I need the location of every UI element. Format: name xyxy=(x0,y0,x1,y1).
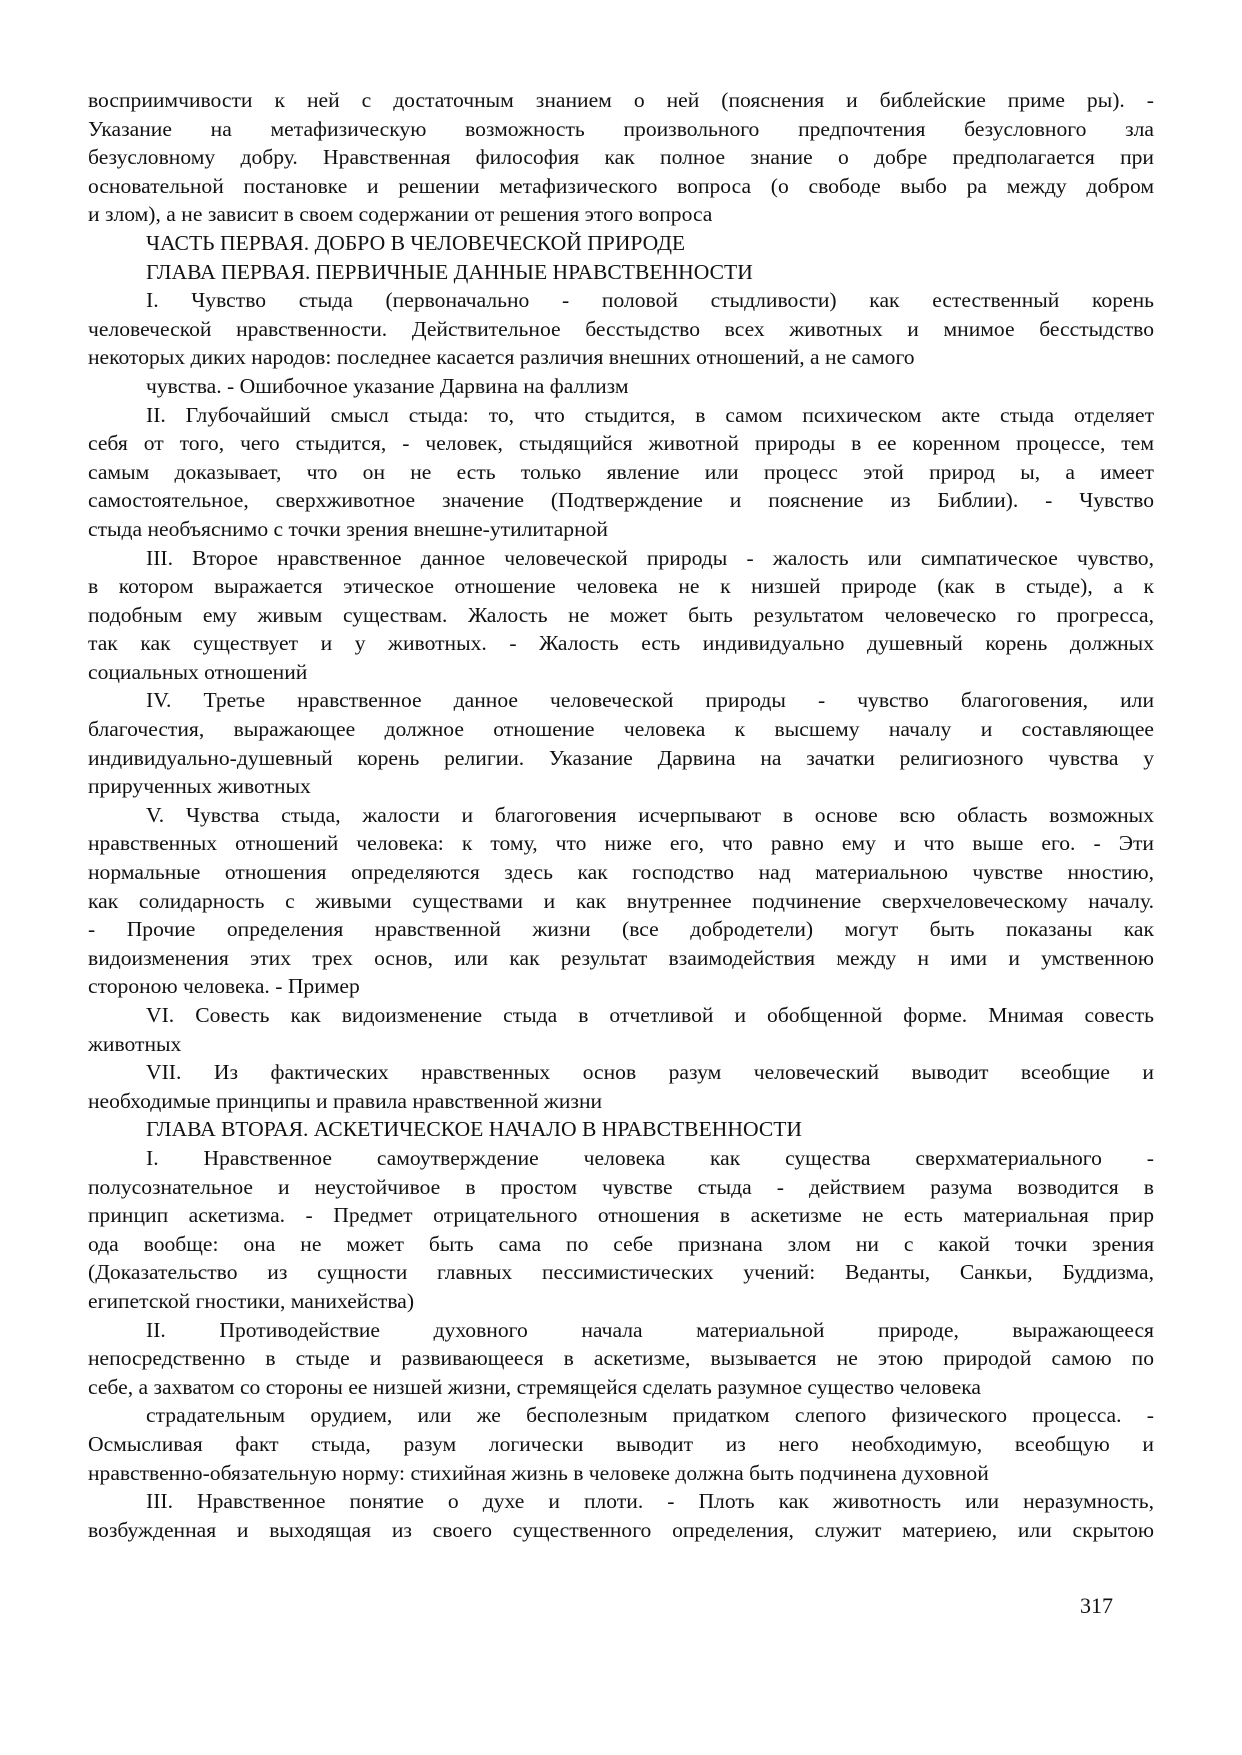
text-line: II. Глубочайший смысл стыда: то, что стыдится, в самом психическом акте стыда отделяет xyxy=(146,402,1154,427)
text-line: чувства. - Ошибочное указание Дарвина на фаллизм xyxy=(146,373,629,398)
text-line: в котором выражается этическое отношение человека не к низшей природе (как в стыде), а к xyxy=(88,574,1154,599)
text-line: ГЛАВА ВТОРАЯ. АСКЕТИЧЕСКОЕ НАЧАЛО В НРАВСТВЕННОСТИ xyxy=(146,1117,803,1142)
text-line: полусознательное и неустойчивое в простом чувстве стыда - действием разума возводится в xyxy=(88,1174,1154,1199)
text-line: непосредственно в стыде и развивающееся в аскетизме, вызывается не этою природой самою по xyxy=(88,1346,1154,1371)
text-line: V. Чувства стыда, жалости и благоговения исчерпывают в основе всю область возможных xyxy=(146,802,1154,827)
text-line: необходимые принципы и правила нравственной жизни xyxy=(88,1088,603,1113)
text-line: самым доказывает, что он не есть только явление или процесс этой природ ы, а имеет xyxy=(88,459,1154,484)
text-line: индивидуально-душевный корень религии. Указание Дарвина на зачатки религиозного чувства у xyxy=(88,745,1154,770)
text-line: безусловному добру. Нравственная философия как полное знание о добре предполагается при xyxy=(88,145,1154,170)
text-line: III. Нравственное понятие о духе и плоти. - Плоть как животность или неразумность, xyxy=(146,1489,1154,1514)
page-number: 317 xyxy=(1080,1593,1113,1618)
text-line: как солидарность с живыми существами и как внутреннее подчинение сверхчеловеческому началу. xyxy=(88,888,1154,913)
text-line: II. Противодействие духовного начала материальной природе, выражающееся xyxy=(146,1317,1154,1342)
text-line: III. Второе нравственное данное человеческой природы - жалость или симпатическое чувство, xyxy=(146,545,1154,570)
text-line: страдательным орудием, или же бесполезным придатком слепого физического процесса. - xyxy=(146,1403,1154,1428)
text-line: прирученных животных xyxy=(88,774,311,799)
text-line: ЧАСТЬ ПЕРВАЯ. ДОБРО В ЧЕЛОВЕЧЕСКОЙ ПРИРОДЕ xyxy=(146,230,686,255)
text-line: стыда необъяснимо с точки зрения внешне-утилитарной xyxy=(88,516,608,541)
text-line: нормальные отношения определяются здесь как господство над материальною чувстве нностию, xyxy=(88,860,1154,885)
text-line: человеческой нравственности. Действительное бесстыдство всех животных и мнимое бесстыдство xyxy=(88,316,1154,341)
text-line: принцип аскетизма. - Предмет отрицательного отношения в аскетизме не есть материальная прир xyxy=(88,1203,1154,1228)
text-line: стороною человека. - Пример xyxy=(88,974,360,999)
text-line: восприимчивости к ней с достаточным знанием о ней (пояснения и библейские приме ры). - xyxy=(88,88,1154,112)
text-line: египетской гностики, манихейства) xyxy=(88,1288,415,1313)
text-line: IV. Третье нравственное данное человеческой природы - чувство благоговения, или xyxy=(146,688,1154,713)
text-line: и злом), а не зависит в своем содержании от решения этого вопроса xyxy=(88,202,713,227)
document-body xyxy=(88,86,1154,1544)
text-line: животных xyxy=(88,1031,182,1056)
text-line: VI. Совесть как видоизменение стыда в отчетливой и обобщенной форме. Мнимая совесть xyxy=(146,1003,1154,1027)
text-line: нравственно-обязательную норму: стихийная жизнь в человеке должна быть подчинена духовной xyxy=(88,1460,989,1485)
text-line: благочестия, выражающее должное отношение человека к высшему началу и составляющее xyxy=(88,717,1154,742)
text-line: возбужденная и выходящая из своего существенного определения, служит материею, или скрытою xyxy=(88,1517,1154,1542)
text-line: I. Нравственное самоутверждение человека как существа сверхматериального - xyxy=(146,1145,1154,1170)
text-line: себя от того, чего стыдится, - человек, стыдящийся животной природы в ее коренном процессе, тем xyxy=(88,431,1154,456)
text-line: видоизменения этих трех основ, или как результат взаимодействия между н ими и умственною xyxy=(88,945,1154,970)
text-line: ГЛАВА ПЕРВАЯ. ПЕРВИЧНЫЕ ДАННЫЕ НРАВСТВЕННОСТИ xyxy=(146,259,753,284)
text-line: нравственных отношений человека: к тому, что ниже его, что равно ему и что выше его. - Эти xyxy=(88,831,1154,856)
text-line: Указание на метафизическую возможность произвольного предпочтения безусловного зла xyxy=(88,116,1154,141)
text-line: подобным ему живым существам. Жалость не может быть результатом человеческо го прогресса, xyxy=(88,602,1154,627)
text-line: себе, а захватом со стороны ее низшей жизни, стремящейся сделать разумное существо человека xyxy=(88,1374,981,1399)
text-line: - Прочие определения нравственной жизни (все добродетели) могут быть показаны как xyxy=(88,917,1154,942)
text-line: основательной постановке и решении метафизического вопроса (о свободе выбо ра между добром xyxy=(88,173,1154,198)
text-line: ода вообще: она не может быть сама по себе признана злом ни с какой точки зрения xyxy=(88,1231,1154,1256)
text-line: самостоятельное, сверхживотное значение (Подтверждение и пояснение из Библии). - Чувство xyxy=(88,488,1154,513)
text-line: так как существует и у животных. - Жалость есть индивидуально душевный корень должных xyxy=(88,631,1154,656)
text-line: I. Чувство стыда (первоначально - половой стыдливости) как естественный корень xyxy=(146,288,1154,313)
text-line: социальных отношений xyxy=(88,659,308,684)
text-line: (Доказательство из сущности главных пессимистических учений: Веданты, Санкьи, Буддизма, xyxy=(88,1260,1154,1285)
text-line: некоторых диких народов: последнее касается различия внешних отношений, а не самого xyxy=(88,345,915,370)
text-line: Осмысливая факт стыда, разум логически выводит из него необходимую, всеобщую и xyxy=(88,1431,1154,1456)
text-line: VII. Из фактических нравственных основ разум человеческий выводит всеобщие и xyxy=(146,1060,1154,1085)
